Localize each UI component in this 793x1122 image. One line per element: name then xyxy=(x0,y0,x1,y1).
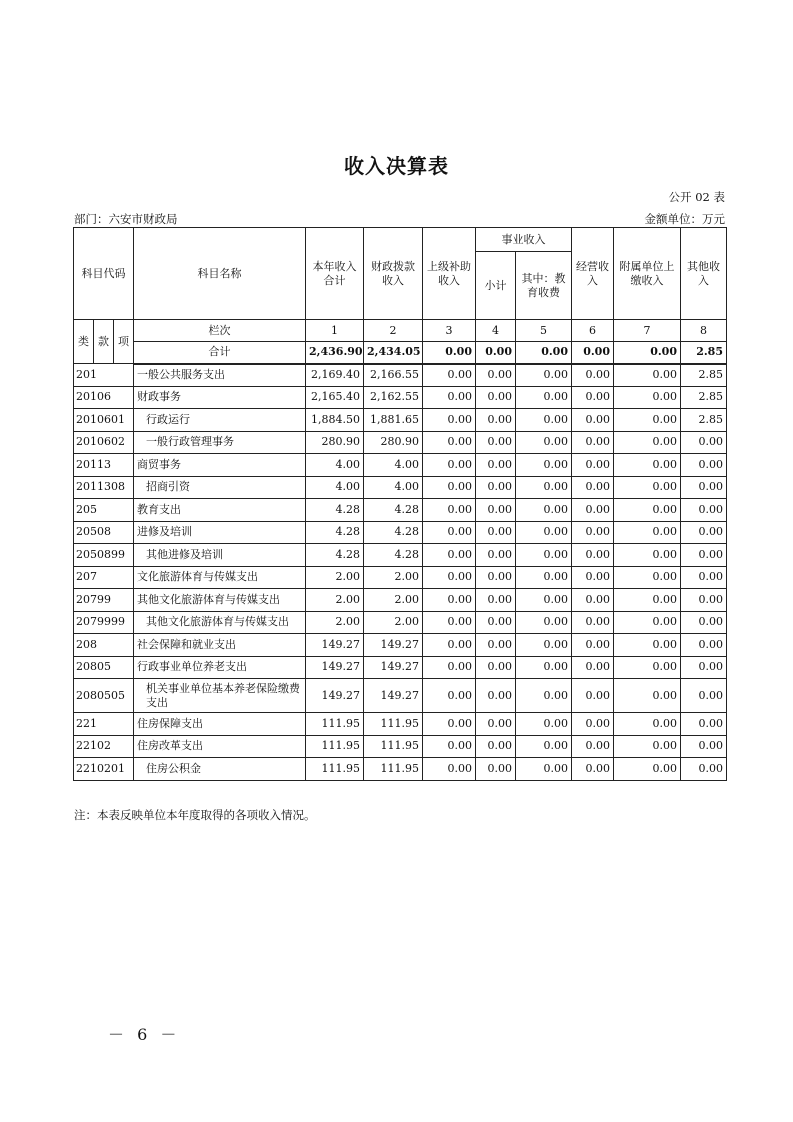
amount-cell: 0.00 xyxy=(572,431,614,454)
subject-code: 2079999 xyxy=(74,611,134,634)
amount-cell: 0.00 xyxy=(476,566,516,589)
subject-name: 一般行政管理事务 xyxy=(134,431,306,454)
page-number: － 6 － xyxy=(108,1025,181,1044)
amount-cell: 0.00 xyxy=(476,409,516,432)
amount-cell: 0.00 xyxy=(614,521,681,544)
amount-cell: 0.00 xyxy=(614,454,681,477)
subject-code: 207 xyxy=(74,566,134,589)
amount-cell: 2,162.55 xyxy=(364,386,423,409)
amount-cell: 149.27 xyxy=(306,634,364,657)
subject-name: 文化旅游体育与传媒支出 xyxy=(134,566,306,589)
amount-cell: 0.00 xyxy=(614,713,681,736)
col-num-8: 8 xyxy=(681,320,727,342)
subject-code: 208 xyxy=(74,634,134,657)
subject-code: 2011308 xyxy=(74,476,134,499)
subject-code: 20106 xyxy=(74,386,134,409)
table-row xyxy=(74,431,727,454)
header-business-subtotal: 小计 xyxy=(476,252,516,320)
header-subject-code: 科目代码 xyxy=(74,228,134,320)
amount-cell: 0.00 xyxy=(516,409,572,432)
header-business-income: 事业收入 xyxy=(476,228,572,252)
amount-cell: 149.27 xyxy=(364,634,423,657)
department-label: 部门：六安市财政局 xyxy=(74,212,178,226)
amount-cell: 0.00 xyxy=(681,735,727,758)
amount-cell: 0.00 xyxy=(423,454,476,477)
amount-cell: 4.00 xyxy=(364,476,423,499)
amount-cell: 0.00 xyxy=(476,521,516,544)
amount-cell: 0.00 xyxy=(516,544,572,567)
amount-cell: 1,884.50 xyxy=(306,409,364,432)
table-row xyxy=(74,589,727,612)
total-value: 2,436.90 xyxy=(306,342,364,364)
amount-cell: 0.00 xyxy=(681,521,727,544)
subject-code: 20805 xyxy=(74,656,134,679)
amount-cell: 0.00 xyxy=(476,713,516,736)
subject-code: 20799 xyxy=(74,589,134,612)
amount-cell: 0.00 xyxy=(572,589,614,612)
amount-cell: 0.00 xyxy=(614,735,681,758)
amount-cell: 4.00 xyxy=(364,454,423,477)
amount-cell: 111.95 xyxy=(364,735,423,758)
subject-name: 商贸事务 xyxy=(134,454,306,477)
amount-cell: 0.00 xyxy=(476,679,516,713)
amount-cell: 111.95 xyxy=(364,713,423,736)
amount-cell: 0.00 xyxy=(572,679,614,713)
subject-name: 一般公共服务支出 xyxy=(134,364,306,387)
amount-cell: 0.00 xyxy=(516,431,572,454)
subject-code: 2010602 xyxy=(74,431,134,454)
amount-cell: 0.00 xyxy=(423,566,476,589)
amount-cell: 280.90 xyxy=(364,431,423,454)
amount-cell: 111.95 xyxy=(306,758,364,781)
amount-cell: 2.85 xyxy=(681,409,727,432)
amount-cell: 0.00 xyxy=(476,364,516,387)
amount-cell: 0.00 xyxy=(614,364,681,387)
amount-cell: 0.00 xyxy=(476,611,516,634)
amount-cell: 0.00 xyxy=(476,454,516,477)
table-row xyxy=(74,611,727,634)
table-row xyxy=(74,409,727,432)
table-row xyxy=(74,521,727,544)
subject-name: 住房公积金 xyxy=(134,758,306,781)
subject-name: 行政事业单位养老支出 xyxy=(134,656,306,679)
col-num-5: 5 xyxy=(516,320,572,342)
table-row xyxy=(74,386,727,409)
amount-cell: 0.00 xyxy=(572,364,614,387)
subject-code: 2050899 xyxy=(74,544,134,567)
amount-cell: 0.00 xyxy=(423,521,476,544)
amount-cell: 0.00 xyxy=(572,566,614,589)
amount-cell: 4.00 xyxy=(306,476,364,499)
subject-code: 20508 xyxy=(74,521,134,544)
table-row xyxy=(74,634,727,657)
subject-code: 2210201 xyxy=(74,758,134,781)
table-row xyxy=(74,713,727,736)
subject-code: 205 xyxy=(74,499,134,522)
amount-cell: 0.00 xyxy=(614,566,681,589)
amount-cell: 0.00 xyxy=(476,386,516,409)
table-row xyxy=(74,544,727,567)
header-lanci: 栏次 xyxy=(134,320,306,342)
amount-cell: 0.00 xyxy=(681,431,727,454)
amount-cell: 149.27 xyxy=(364,679,423,713)
amount-cell: 2.00 xyxy=(364,566,423,589)
subject-code: 201 xyxy=(74,364,134,387)
amount-cell: 0.00 xyxy=(681,679,727,713)
amount-cell: 0.00 xyxy=(516,454,572,477)
amount-cell: 0.00 xyxy=(572,544,614,567)
header-subject-name: 科目名称 xyxy=(134,228,306,320)
amount-cell: 0.00 xyxy=(572,656,614,679)
total-value: 0.00 xyxy=(476,342,516,364)
amount-cell: 0.00 xyxy=(681,544,727,567)
amount-cell: 0.00 xyxy=(572,713,614,736)
amount-cell: 0.00 xyxy=(516,521,572,544)
amount-cell: 0.00 xyxy=(476,476,516,499)
amount-cell: 2.00 xyxy=(306,589,364,612)
amount-cell: 0.00 xyxy=(614,499,681,522)
total-value: 0.00 xyxy=(614,342,681,364)
amount-cell: 0.00 xyxy=(681,589,727,612)
amount-cell: 0.00 xyxy=(572,521,614,544)
amount-cell: 0.00 xyxy=(516,679,572,713)
amount-cell: 0.00 xyxy=(476,634,516,657)
amount-cell: 0.00 xyxy=(681,611,727,634)
subject-code: 2010601 xyxy=(74,409,134,432)
subject-name: 招商引资 xyxy=(134,476,306,499)
amount-cell: 0.00 xyxy=(423,589,476,612)
form-number: 公开 02 表 xyxy=(668,190,725,204)
amount-cell: 2.85 xyxy=(681,364,727,387)
amount-cell: 0.00 xyxy=(476,544,516,567)
amount-cell: 0.00 xyxy=(516,611,572,634)
amount-cell: 0.00 xyxy=(614,431,681,454)
amount-cell: 2,165.40 xyxy=(306,386,364,409)
amount-cell: 0.00 xyxy=(516,713,572,736)
table-row xyxy=(74,476,727,499)
amount-cell: 149.27 xyxy=(364,656,423,679)
table-row xyxy=(74,454,727,477)
amount-cell: 0.00 xyxy=(516,758,572,781)
amount-cell: 0.00 xyxy=(614,589,681,612)
amount-cell: 2.00 xyxy=(306,566,364,589)
col-num-7: 7 xyxy=(614,320,681,342)
total-value: 0.00 xyxy=(572,342,614,364)
subject-name: 住房改革支出 xyxy=(134,735,306,758)
amount-cell: 0.00 xyxy=(476,499,516,522)
amount-cell: 4.28 xyxy=(364,544,423,567)
subject-name: 机关事业单位基本养老保险缴费支出 xyxy=(134,679,306,713)
amount-cell: 2,166.55 xyxy=(364,364,423,387)
amount-cell: 4.28 xyxy=(306,499,364,522)
amount-cell: 4.00 xyxy=(306,454,364,477)
amount-cell: 0.00 xyxy=(423,679,476,713)
subject-name: 其他进修及培训 xyxy=(134,544,306,567)
amount-cell: 4.28 xyxy=(306,544,364,567)
amount-cell: 2.00 xyxy=(364,611,423,634)
amount-cell: 0.00 xyxy=(516,566,572,589)
amount-cell: 0.00 xyxy=(572,476,614,499)
amount-cell: 0.00 xyxy=(516,589,572,612)
amount-cell: 0.00 xyxy=(423,713,476,736)
amount-cell: 0.00 xyxy=(476,758,516,781)
table-row xyxy=(74,656,727,679)
amount-cell: 0.00 xyxy=(476,589,516,612)
amount-cell: 0.00 xyxy=(681,713,727,736)
amount-cell: 0.00 xyxy=(572,386,614,409)
amount-cell: 2,169.40 xyxy=(306,364,364,387)
unit-label: 金额单位：万元 xyxy=(644,212,725,226)
amount-cell: 0.00 xyxy=(681,476,727,499)
amount-cell: 111.95 xyxy=(306,735,364,758)
table-row xyxy=(74,679,727,713)
amount-cell: 0.00 xyxy=(476,656,516,679)
amount-cell: 0.00 xyxy=(423,386,476,409)
amount-cell: 0.00 xyxy=(516,364,572,387)
header-affiliated-income: 附属单位上缴收入 xyxy=(614,228,681,320)
amount-cell: 111.95 xyxy=(306,713,364,736)
col-num-3: 3 xyxy=(423,320,476,342)
header-total-income: 本年收入合计 xyxy=(306,228,364,320)
header-xiang: 项 xyxy=(114,320,134,364)
subject-name: 进修及培训 xyxy=(134,521,306,544)
header-operating-income: 经营收入 xyxy=(572,228,614,320)
subject-code: 22102 xyxy=(74,735,134,758)
amount-cell: 0.00 xyxy=(572,758,614,781)
amount-cell: 0.00 xyxy=(614,611,681,634)
amount-cell: 0.00 xyxy=(476,735,516,758)
header-superior-income: 上级补助收入 xyxy=(423,228,476,320)
subject-name: 财政事务 xyxy=(134,386,306,409)
amount-cell: 0.00 xyxy=(476,431,516,454)
subject-name: 社会保障和就业支出 xyxy=(134,634,306,657)
subject-code: 221 xyxy=(74,713,134,736)
subject-name: 其他文化旅游体育与传媒支出 xyxy=(134,589,306,612)
amount-cell: 0.00 xyxy=(681,566,727,589)
table-row xyxy=(74,735,727,758)
subject-name: 教育支出 xyxy=(134,499,306,522)
amount-cell: 0.00 xyxy=(423,735,476,758)
amount-cell: 2.00 xyxy=(306,611,364,634)
amount-cell: 0.00 xyxy=(423,476,476,499)
amount-cell: 0.00 xyxy=(423,544,476,567)
col-num-6: 6 xyxy=(572,320,614,342)
amount-cell: 0.00 xyxy=(572,735,614,758)
subject-name: 其他文化旅游体育与传媒支出 xyxy=(134,611,306,634)
header-lei: 类 xyxy=(74,320,94,364)
amount-cell: 0.00 xyxy=(423,364,476,387)
table-row xyxy=(74,566,727,589)
amount-cell: 280.90 xyxy=(306,431,364,454)
col-num-4: 4 xyxy=(476,320,516,342)
amount-cell: 0.00 xyxy=(516,634,572,657)
amount-cell: 0.00 xyxy=(423,634,476,657)
amount-cell: 0.00 xyxy=(681,454,727,477)
amount-cell: 0.00 xyxy=(614,386,681,409)
amount-cell: 149.27 xyxy=(306,656,364,679)
header-kuan: 款 xyxy=(94,320,114,364)
amount-cell: 0.00 xyxy=(614,476,681,499)
amount-cell: 111.95 xyxy=(364,758,423,781)
amount-cell: 0.00 xyxy=(572,611,614,634)
amount-cell: 0.00 xyxy=(516,476,572,499)
page-title: 收入决算表 xyxy=(344,154,449,178)
subject-code: 2080505 xyxy=(74,679,134,713)
amount-cell: 0.00 xyxy=(423,499,476,522)
amount-cell: 0.00 xyxy=(572,499,614,522)
table-row xyxy=(74,364,727,387)
subject-name: 行政运行 xyxy=(134,409,306,432)
amount-cell: 4.28 xyxy=(306,521,364,544)
amount-cell: 0.00 xyxy=(423,409,476,432)
amount-cell: 4.28 xyxy=(364,499,423,522)
table-row xyxy=(74,499,727,522)
subject-code: 20113 xyxy=(74,454,134,477)
total-value: 2,434.05 xyxy=(364,342,423,364)
total-value: 0.00 xyxy=(423,342,476,364)
amount-cell: 0.00 xyxy=(614,409,681,432)
table-row xyxy=(74,758,727,781)
amount-cell: 0.00 xyxy=(681,758,727,781)
amount-cell: 0.00 xyxy=(681,499,727,522)
income-table xyxy=(73,227,727,781)
amount-cell: 0.00 xyxy=(423,758,476,781)
amount-cell: 0.00 xyxy=(572,634,614,657)
amount-cell: 0.00 xyxy=(572,409,614,432)
amount-cell: 0.00 xyxy=(681,634,727,657)
amount-cell: 1,881.65 xyxy=(364,409,423,432)
amount-cell: 0.00 xyxy=(572,454,614,477)
amount-cell: 0.00 xyxy=(423,611,476,634)
amount-cell: 0.00 xyxy=(423,431,476,454)
amount-cell: 0.00 xyxy=(516,499,572,522)
amount-cell: 4.28 xyxy=(364,521,423,544)
header-other-income: 其他收入 xyxy=(681,228,727,320)
col-num-1: 1 xyxy=(306,320,364,342)
amount-cell: 0.00 xyxy=(681,656,727,679)
amount-cell: 0.00 xyxy=(516,735,572,758)
amount-cell: 149.27 xyxy=(306,679,364,713)
amount-cell: 0.00 xyxy=(614,634,681,657)
amount-cell: 2.85 xyxy=(681,386,727,409)
header-business-edu: 其中：教育收费 xyxy=(516,252,572,320)
total-value: 2.85 xyxy=(681,342,727,364)
amount-cell: 0.00 xyxy=(614,758,681,781)
header-fiscal-income: 财政拨款收入 xyxy=(364,228,423,320)
total-value: 0.00 xyxy=(516,342,572,364)
amount-cell: 0.00 xyxy=(516,386,572,409)
amount-cell: 0.00 xyxy=(614,656,681,679)
table-note: 注：本表反映单位本年度取得的各项收入情况。 xyxy=(74,808,316,822)
total-label: 合计 xyxy=(134,342,306,364)
amount-cell: 2.00 xyxy=(364,589,423,612)
subject-name: 住房保障支出 xyxy=(134,713,306,736)
amount-cell: 0.00 xyxy=(614,544,681,567)
col-num-2: 2 xyxy=(364,320,423,342)
amount-cell: 0.00 xyxy=(516,656,572,679)
amount-cell: 0.00 xyxy=(423,656,476,679)
amount-cell: 0.00 xyxy=(614,679,681,713)
